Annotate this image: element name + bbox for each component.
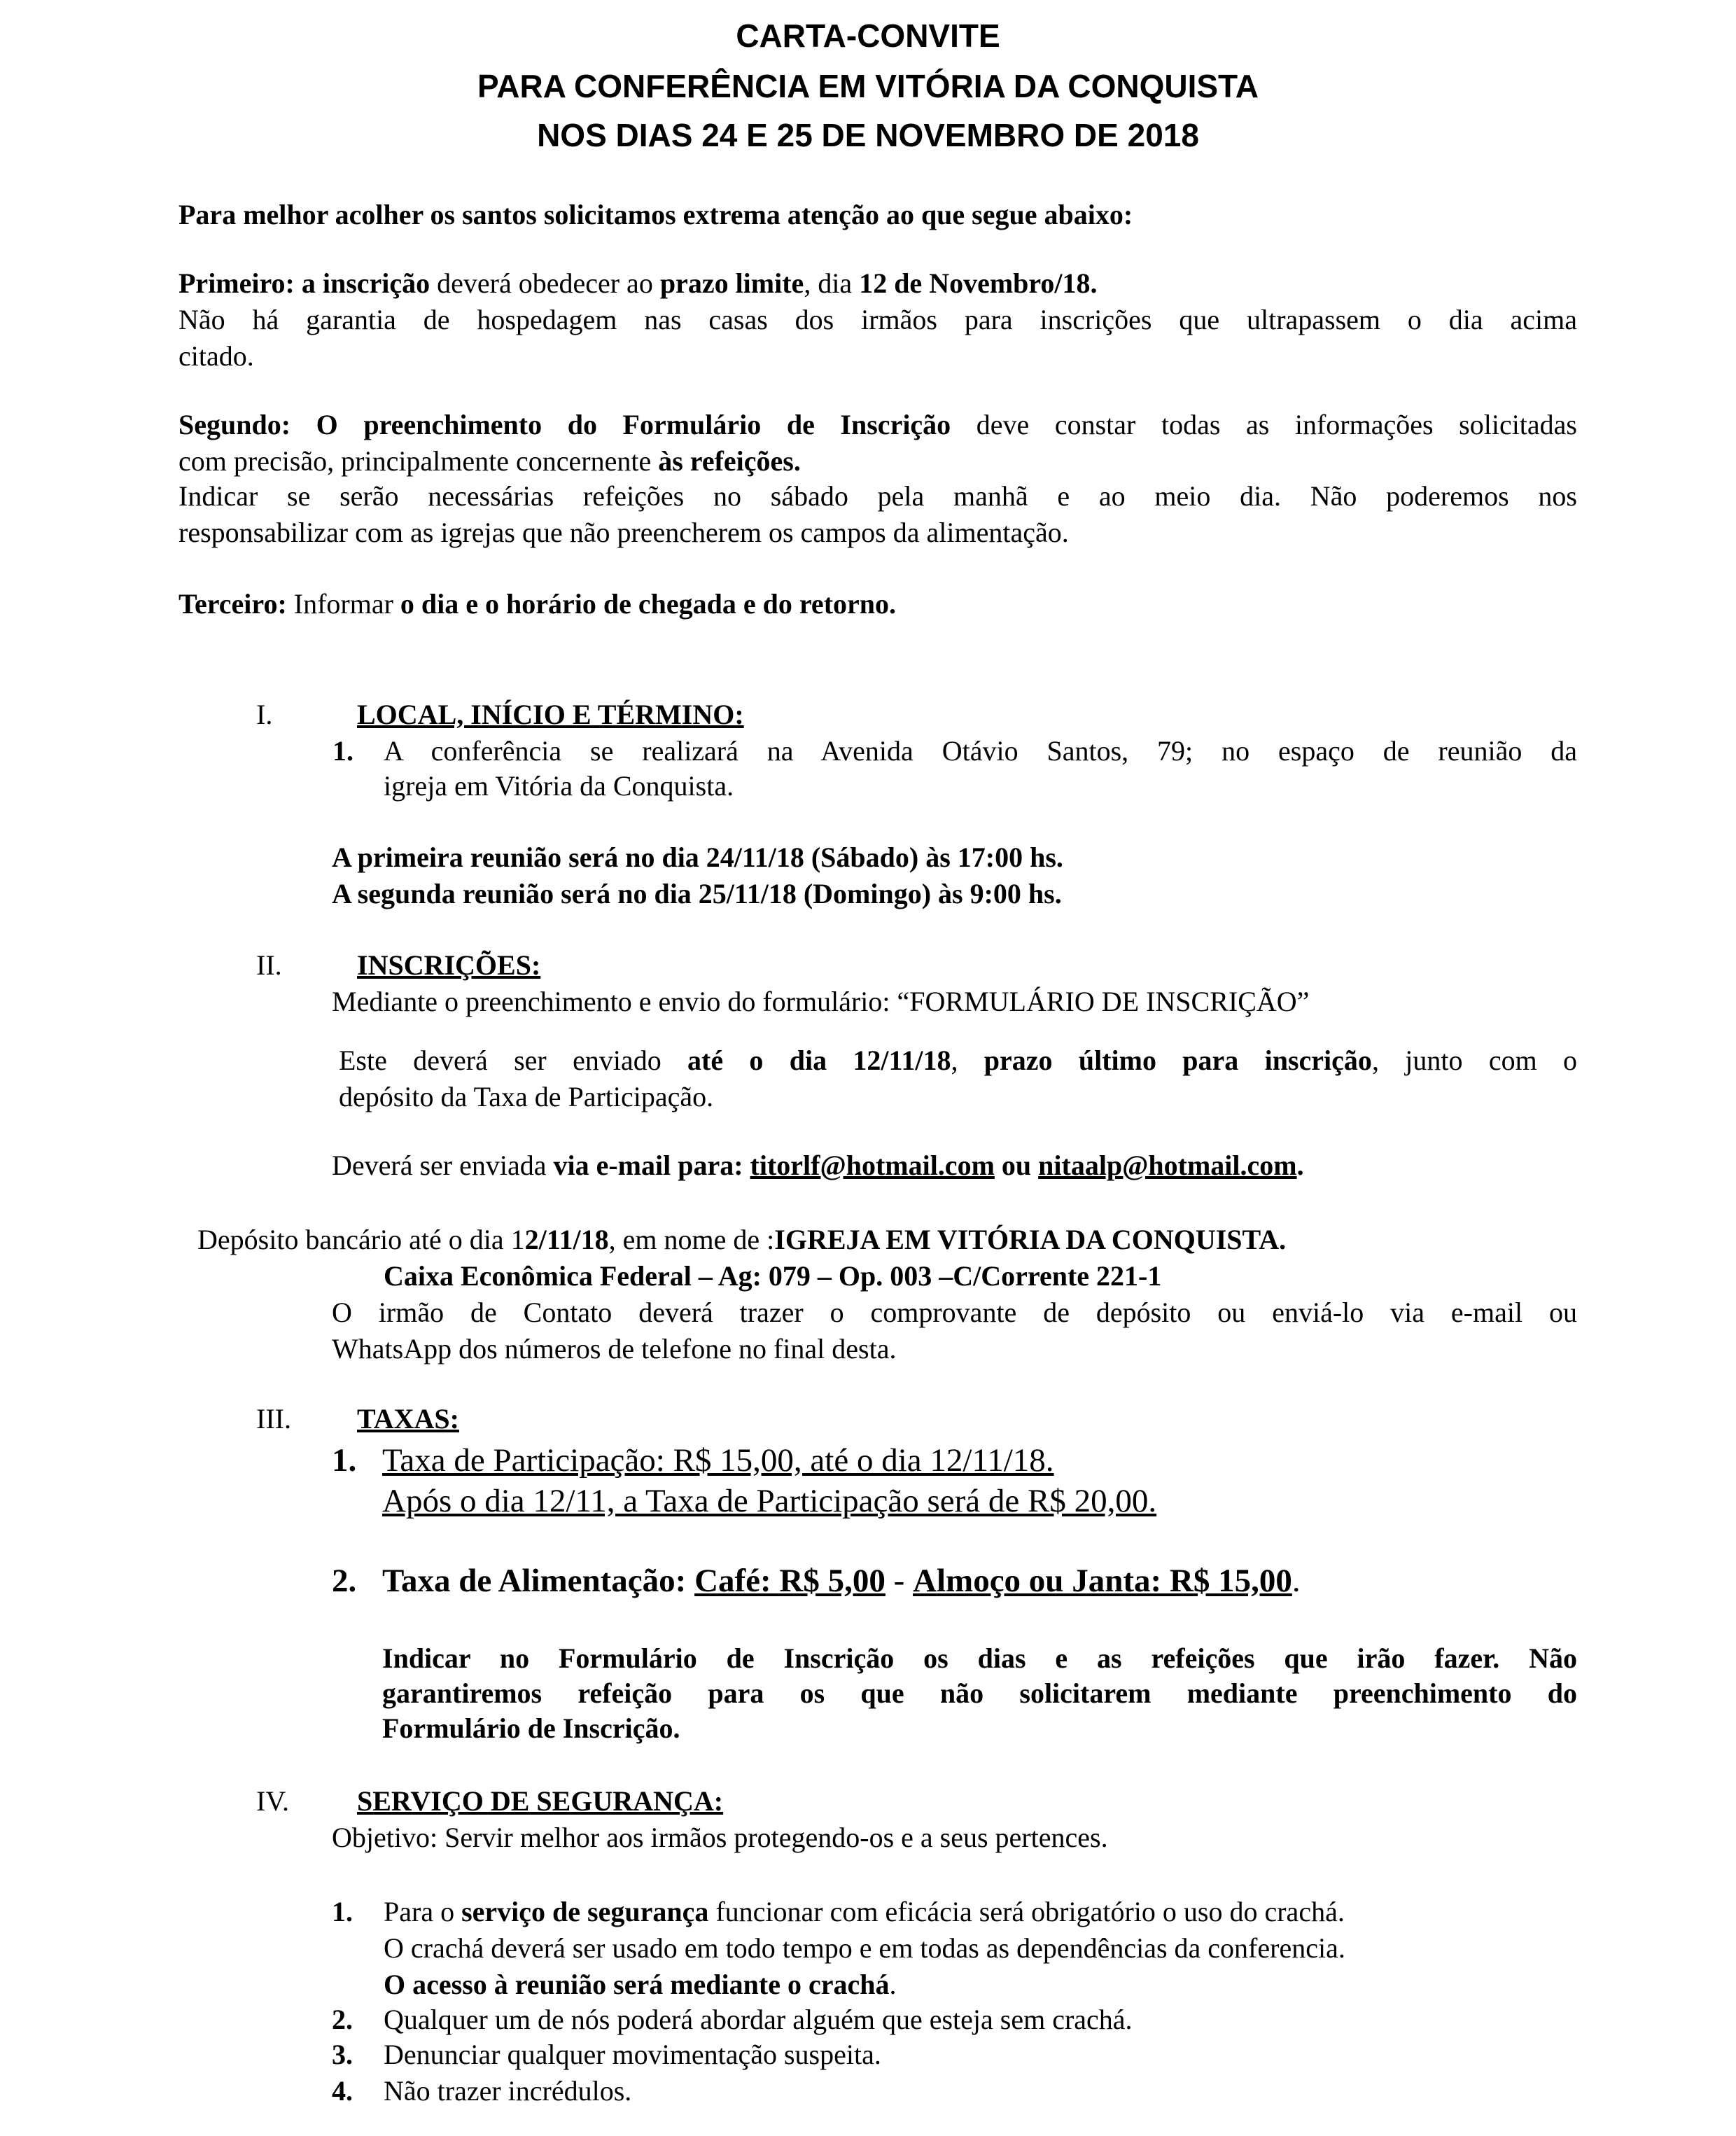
first-deadline: prazo limite xyxy=(659,267,804,299)
section-4-objective: Objetivo: Servir melhor aos irmãos protegendo-os e a seus pertences. xyxy=(332,1822,1108,1853)
intro-lead: Para melhor acolher os santos solicitamos extrema atenção ao que segue abaixo: xyxy=(178,199,1133,230)
third-emphasis: o dia e o horário de chegada e do retorno. xyxy=(400,588,897,620)
security-item-1-number: 1. xyxy=(332,1896,353,1927)
first-date: 12 de Novembro/18. xyxy=(859,267,1098,299)
first-label: Primeiro: a inscrição xyxy=(178,267,430,299)
second-text: deve constar todas as informações solicitadas xyxy=(951,409,1577,440)
security-period: . xyxy=(889,1969,897,2000)
intro-second-line2 xyxy=(178,444,801,479)
coffee-price: Café: R$ 5,00 xyxy=(694,1563,886,1599)
section-2-line1: Mediante o preenchimento e envio do formulário: “FORMULÁRIO DE INSCRIÇÃO” xyxy=(332,986,1310,1017)
tax-item-1-line2: Após o dia 12/11, a Taxa de Participação será de R$ 20,00. xyxy=(382,1483,1157,1519)
tax-item-2-number: 2. xyxy=(332,1563,357,1599)
email-or: ou xyxy=(994,1150,1039,1181)
section-4-heading: SERVIÇO DE SEGURANÇA: xyxy=(357,1785,724,1817)
send-text-2: , junto com o xyxy=(1371,1045,1578,1076)
section-4-numeral: IV. xyxy=(256,1785,290,1817)
intro-second-line1 xyxy=(178,407,1577,442)
security-item-4-number: 4. xyxy=(332,2075,353,2107)
send-deadline: prazo último para inscrição xyxy=(983,1045,1372,1076)
intro-second-line3: Indicar se serão necessárias refeições no sábado pela manhã e ao meio dia. Não poderemos nos xyxy=(178,480,1577,512)
send-comma: , xyxy=(951,1045,984,1076)
lunch-dinner-price: Almoço ou Janta: R$ 15,00 xyxy=(913,1563,1292,1599)
security-access: O acesso à reunião será mediante o crachá xyxy=(384,1969,890,2000)
email-text: Deverá ser enviada xyxy=(332,1150,554,1181)
section-2-email-line xyxy=(332,1148,1304,1183)
email-link-1[interactable]: titorlf@hotmail.com xyxy=(750,1150,995,1181)
security-item-1-line1 xyxy=(384,1894,1345,1929)
contact-line1: O irmão de Contato deverá trazer o comprovante de depósito ou enviá-lo via e-mail ou xyxy=(332,1297,1577,1328)
second-label: Segundo: O preenchimento do Formulário de Inscrição xyxy=(178,409,951,440)
security-item-1-line3 xyxy=(384,1967,896,2002)
deposit-line xyxy=(197,1222,1286,1257)
deposit-text: Depósito bancário até o dia 1 xyxy=(197,1224,525,1255)
security-item-1-line2: O crachá deverá ser usado em todo tempo e em todas as dependências da conferencia. xyxy=(384,1932,1345,1964)
intro-first-line1 xyxy=(178,266,1098,301)
tax-note-line3: Formulário de Inscrição. xyxy=(382,1712,680,1744)
title-line-2: PARA CONFERÊNCIA EM VITÓRIA DA CONQUISTA xyxy=(477,68,1259,104)
intro-first-line2: Não há garantia de hospedagem nas casas dos irmãos para inscrições que ultrapassem o dia acima xyxy=(178,304,1577,335)
first-text-2: , dia xyxy=(804,267,860,299)
email-period: . xyxy=(1296,1150,1304,1181)
security-service: serviço de segurança xyxy=(461,1896,709,1927)
meeting-1: A primeira reunião será no dia 24/11/18 (Sábado) às 17:00 hs. xyxy=(332,842,1063,873)
second-text-2: com precisão, principalmente concernente xyxy=(178,445,659,477)
food-separator: - xyxy=(885,1563,913,1599)
section-1-item-line2: igreja em Vitória da Conquista. xyxy=(384,770,734,802)
section-2-send-line1 xyxy=(339,1043,1577,1078)
send-date: até o dia 12/11/18 xyxy=(687,1045,951,1076)
security-text: Para o xyxy=(384,1896,462,1927)
section-1-item-number: 1. xyxy=(332,735,354,767)
tax-item-1-number: 1. xyxy=(332,1442,357,1479)
deposit-text-2: , em nome de : xyxy=(608,1224,775,1255)
second-meals: às refeições. xyxy=(658,445,801,477)
send-text: Este deverá ser enviado xyxy=(339,1045,688,1076)
section-2-heading: INSCRIÇÕES: xyxy=(357,949,541,981)
food-tax-label: Taxa de Alimentação: xyxy=(382,1563,695,1599)
third-text: Informar xyxy=(286,588,400,620)
tax-note-line1: Indicar no Formulário de Inscrição os dias e as refeições que irão fazer. Não xyxy=(382,1642,1577,1674)
section-1-heading: LOCAL, INÍCIO E TÉRMINO: xyxy=(357,699,744,730)
contact-line2: WhatsApp dos números de telefone no final desta. xyxy=(332,1333,897,1364)
section-3-numeral: III. xyxy=(256,1403,291,1435)
security-item-4: Não trazer incrédulos. xyxy=(384,2075,632,2107)
section-1-item-line1: A conferência se realizará na Avenida Otávio Santos, 79; no espaço de reunião da xyxy=(384,735,1577,767)
section-3-heading: TAXAS: xyxy=(357,1403,459,1435)
intro-second-line4: responsabilizar com as igrejas que não preencherem os campos da alimentação. xyxy=(178,517,1069,548)
email-link-2[interactable]: nitaalp@hotmail.com xyxy=(1038,1150,1297,1181)
deposit-recipient: IGREJA EM VITÓRIA DA CONQUISTA. xyxy=(774,1224,1287,1255)
section-2-numeral: II. xyxy=(256,949,282,981)
third-label: Terceiro: xyxy=(178,588,287,620)
food-period: . xyxy=(1292,1563,1301,1599)
tax-item-2-line xyxy=(382,1560,1301,1602)
tax-note-line2: garantiremos refeição para os que não solicitarem mediante preenchimento do xyxy=(382,1677,1577,1709)
security-item-2-number: 2. xyxy=(332,2004,353,2035)
security-text-2: funcionar com eficácia será obrigatório o uso do crachá. xyxy=(708,1896,1345,1927)
title-line-1: CARTA-CONVITE xyxy=(736,18,1000,54)
deposit-date: 2/11/18 xyxy=(524,1224,609,1255)
security-item-3-number: 3. xyxy=(332,2039,353,2070)
security-item-3: Denunciar qualquer movimentação suspeita. xyxy=(384,2039,881,2070)
section-2-send-line2: depósito da Taxa de Participação. xyxy=(339,1081,714,1112)
title-line-3: NOS DIAS 24 E 25 DE NOVEMBRO DE 2018 xyxy=(537,117,1199,153)
bank-details: Caixa Econômica Federal – Ag: 079 – Op. 003 –C/Corrente 221-1 xyxy=(384,1260,1162,1292)
section-1-numeral: I. xyxy=(256,699,273,730)
intro-first-line3: citado. xyxy=(178,340,254,372)
tax-item-1-line1: Taxa de Participação: R$ 15,00, até o dia 12/11/18. xyxy=(382,1442,1054,1479)
first-text: deverá obedecer ao xyxy=(430,267,660,299)
intro-third xyxy=(178,587,896,622)
email-via: via e-mail para: xyxy=(553,1150,750,1181)
meeting-2: A segunda reunião será no dia 25/11/18 (Domingo) às 9:00 hs. xyxy=(332,878,1062,909)
security-item-2: Qualquer um de nós poderá abordar alguém que esteja sem crachá. xyxy=(384,2004,1133,2035)
